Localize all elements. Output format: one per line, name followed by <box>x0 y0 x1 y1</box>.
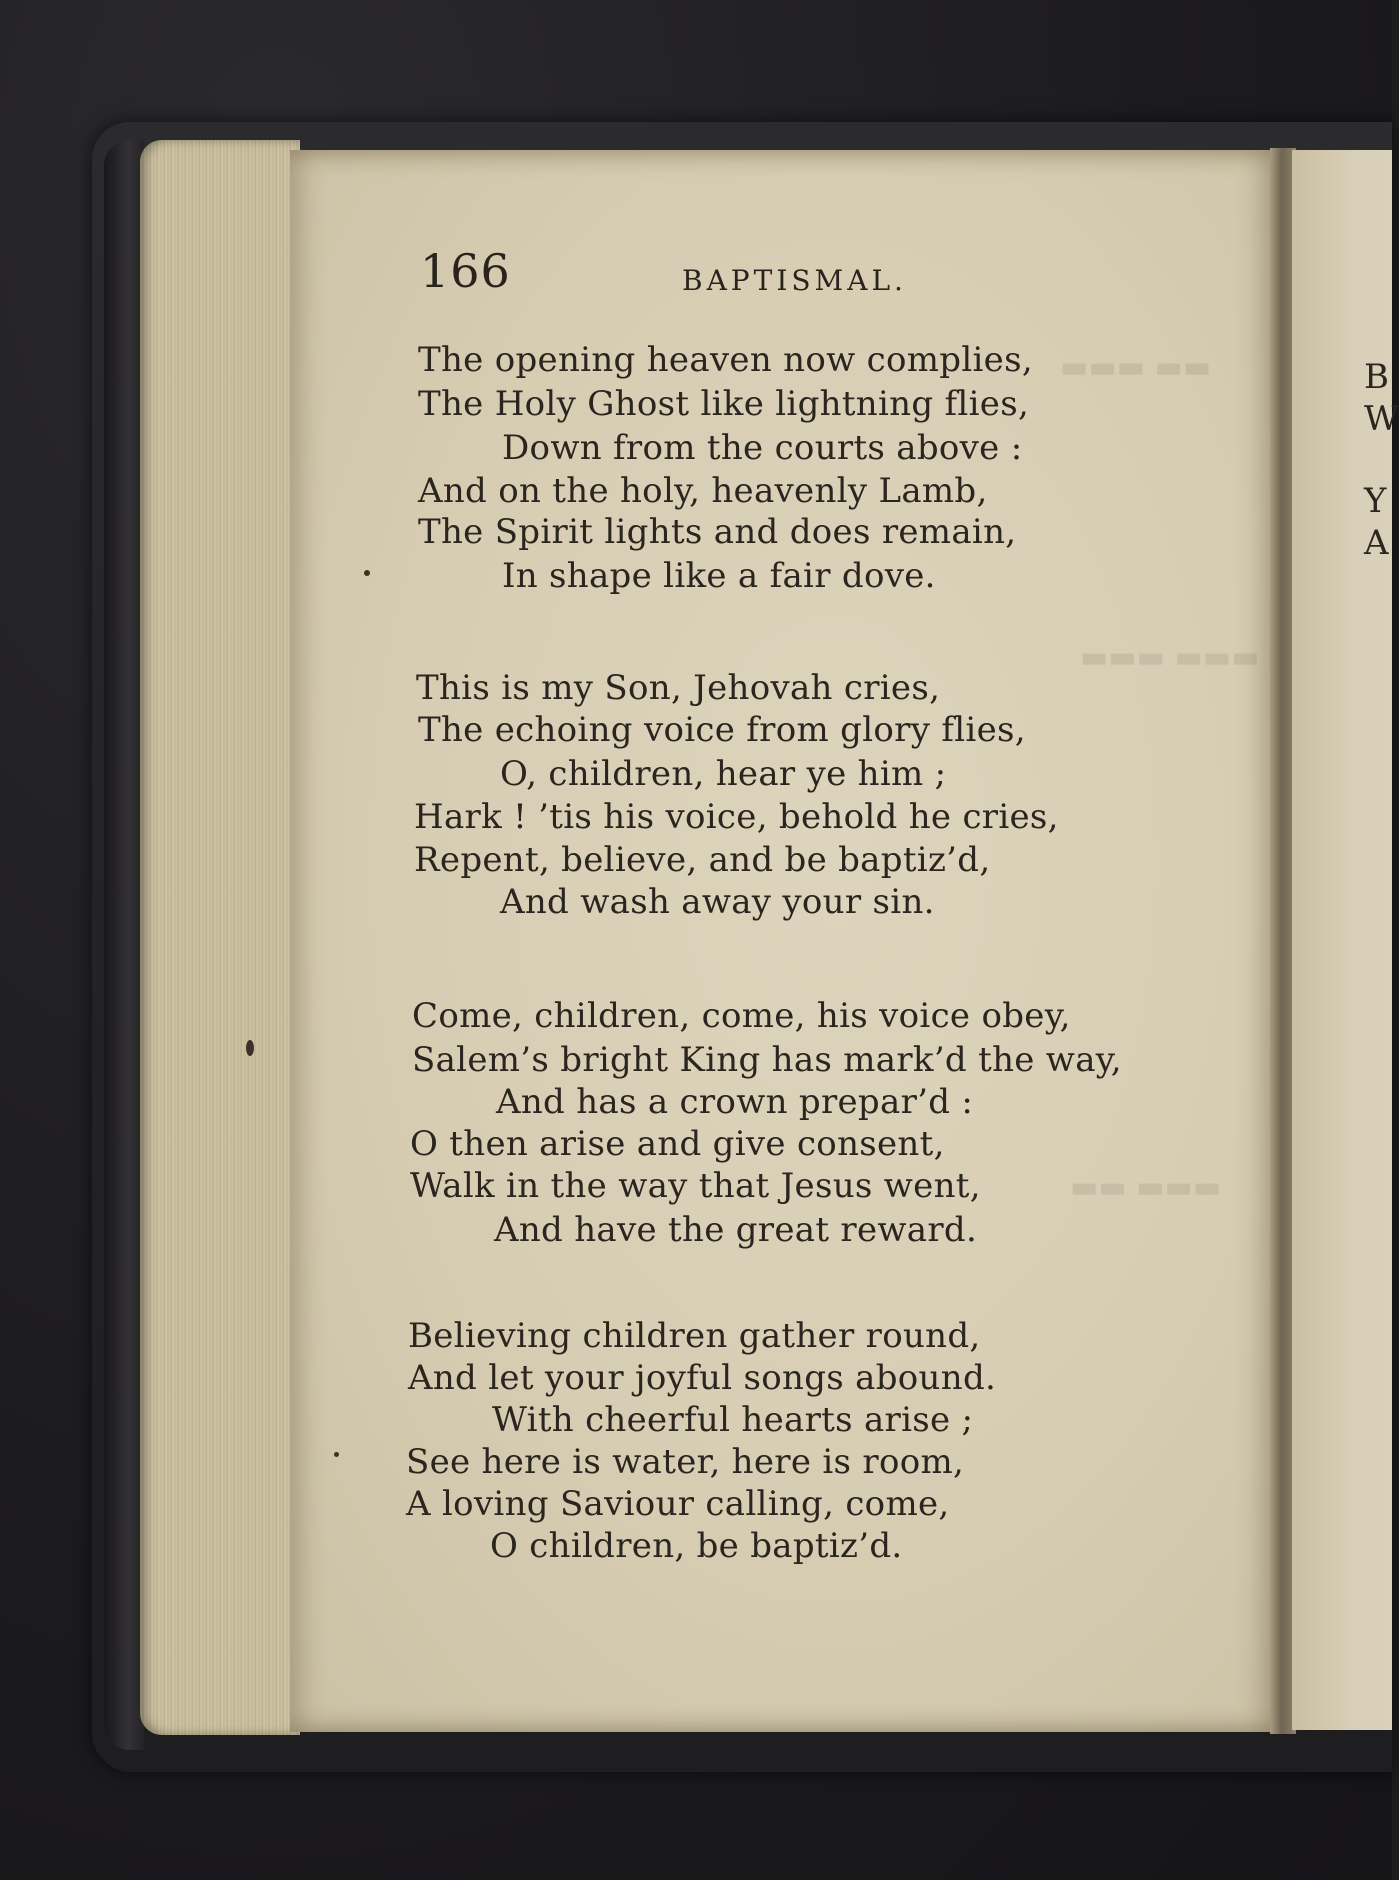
verse-line: The Holy Ghost like lightning flies, <box>418 384 1030 424</box>
page-edges <box>140 140 300 1735</box>
verse-line: And let your joyful songs abound. <box>408 1358 997 1398</box>
verse-line: See here is water, here is room, <box>406 1442 965 1482</box>
verse-line: Salem’s bright King has mark’d the way, <box>412 1040 1122 1080</box>
paper-speck <box>246 1040 254 1056</box>
facing-page-letter: B <box>1364 357 1389 397</box>
verse-line: The Spirit lights and does remain, <box>418 512 1017 552</box>
verse-line: The opening heaven now complies, <box>418 340 1033 380</box>
facing-page-letter: Y <box>1364 481 1387 521</box>
verse-line: O children, be baptiz’d. <box>490 1526 903 1566</box>
verse-line: This is my Son, Jehovah cries, <box>416 668 941 708</box>
verse-line: Walk in the way that Jesus went, <box>410 1166 981 1206</box>
verse-line: O, children, hear ye him ; <box>500 754 947 794</box>
show-through-text: ▬▬ ▬▬▬ <box>1070 1170 1222 1205</box>
running-head: BAPTISMAL. <box>682 264 907 297</box>
verse-line: O then arise and give consent, <box>410 1124 945 1164</box>
verse-line: Come, children, come, his voice obey, <box>412 996 1071 1036</box>
verse-line: Down from the courts above : <box>502 428 1023 468</box>
page-number: 166 <box>420 244 511 298</box>
show-through-text: ▬▬▬ ▬▬▬ <box>1080 640 1260 675</box>
verse-line: In shape like a fair dove. <box>502 556 936 596</box>
verse-line: And on the holy, heavenly Lamb, <box>418 471 988 511</box>
verse-line: And wash away your sin. <box>500 882 935 922</box>
paper-speck <box>334 1452 339 1457</box>
verse-line: The echoing voice from glory flies, <box>418 710 1026 750</box>
verse-line: And has a crown prepar’d : <box>496 1082 974 1122</box>
verse-line: A loving Saviour calling, come, <box>406 1484 950 1524</box>
verse-line: Believing children gather round, <box>408 1316 981 1356</box>
book-spine-edge <box>104 140 144 1750</box>
facing-page-letter: W <box>1364 399 1399 439</box>
verse-line: And have the great reward. <box>494 1210 978 1250</box>
show-through-text: ▬▬▬ ▬▬ <box>1060 350 1212 385</box>
verse-line: With cheerful hearts arise ; <box>492 1400 974 1440</box>
verse-line: Repent, believe, and be baptiz’d, <box>414 840 991 880</box>
verse-line: Hark ! ’tis his voice, behold he cries, <box>414 797 1059 837</box>
facing-page-letter: A <box>1364 523 1389 563</box>
paper-speck <box>364 570 370 576</box>
